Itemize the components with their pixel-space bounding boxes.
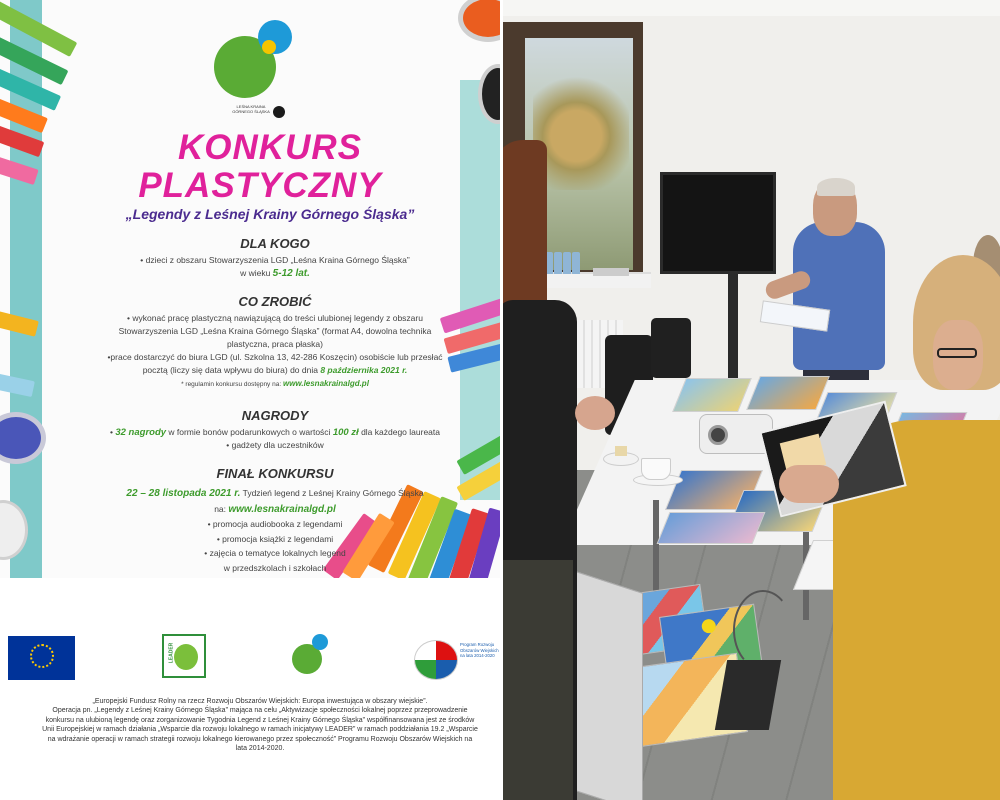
- footer-line2: Operacja pn. „Legendy z Leśnej Krainy Górnego Śląska” mająca na celu „Aktywizacje społeczności lokalnej poprzez przeprowadzenie: [52, 707, 468, 715]
- final-link[interactable]: www.lesnakrainalgd.pl: [228, 503, 336, 515]
- cake: [615, 446, 627, 456]
- dla-kogo-line2: [75, 267, 475, 280]
- poster-subtitle: „Legendy z Leśnej Krainy Górnego Śląska”: [125, 206, 415, 222]
- child-drawing: [746, 376, 830, 410]
- section-body-nagrody: [75, 426, 475, 452]
- window-tree: [533, 70, 629, 190]
- logo-yellow-circle: [262, 40, 276, 54]
- mini-logo-blue-circle: [312, 634, 328, 650]
- water-bottles: [545, 252, 579, 274]
- section-heading-co-zrobic: CO ZROBIĆ: [238, 294, 312, 309]
- section-heading-final: FINAŁ KONKURSU: [216, 466, 334, 481]
- dla-kogo-age-prefix: w wieku: [240, 268, 273, 278]
- regulamin-link[interactable]: www.lesnakrainalgd.pl: [282, 379, 369, 388]
- eu-flag-logo: [8, 636, 75, 680]
- photo-panel: [503, 0, 1000, 800]
- bottle: [572, 252, 580, 274]
- leader-text: LEADER: [168, 642, 175, 664]
- co-zrobic-line4: •prace dostarczyć do biura LGD (ul. Szkolna 13, 42-286 Koszęcin) osobiście lub przesłać: [107, 352, 443, 362]
- lgd-logo-small: [290, 634, 330, 684]
- footer-legal-text: [40, 697, 480, 753]
- coffee-cup: [641, 458, 671, 480]
- prow-flag-icon: [414, 640, 458, 680]
- child-drawing: [672, 378, 752, 412]
- final-on-prefix: na:: [214, 503, 229, 514]
- section-body-dla-kogo: [75, 254, 475, 280]
- nagrody-line2: • gadżety dla uczestników: [226, 440, 324, 450]
- final-line2: [75, 502, 475, 518]
- nagrody-bullet: •: [110, 427, 116, 437]
- footer-line5: na wdrażanie operacji w ramach strategii rozwoju lokalnego kierowanego przez społeczność” Programu Rozwoju Obszarów Wiejskich na: [47, 735, 473, 743]
- bottle: [554, 252, 562, 274]
- final-week: Tydzień legend z Leśnej Krainy Górnego Śląska: [240, 488, 424, 498]
- glasses-tray: [593, 268, 629, 276]
- co-zrobic-line1: • wykonać pracę plastyczną nawiązującą do treści ulubionej legendy z obszaru: [127, 313, 423, 323]
- black-chair: [651, 318, 691, 378]
- eu-stars-icon: [30, 644, 54, 668]
- poster-title-line2: PLASTYCZNY: [138, 166, 382, 205]
- final-item4: w przedszkolach i szkołach: [223, 562, 327, 573]
- sun-icon: [701, 618, 717, 634]
- tv-stand: [728, 274, 738, 386]
- ceiling: [503, 0, 1000, 16]
- man-blue-shirt: [793, 222, 885, 370]
- woman-left-hand: [575, 396, 615, 430]
- leader-leaf-icon: [174, 644, 198, 670]
- final-item3: • zajęcia o tematyce lokalnych legend: [204, 548, 346, 558]
- co-zrobic-deadline: 8 października 2021 r.: [320, 365, 408, 375]
- section-heading-nagrody: NAGRODY: [241, 408, 309, 423]
- paint-pot-orange: [458, 0, 500, 42]
- glasses-icon: [937, 348, 977, 358]
- final-dates: 22 – 28 listopada 2021 r.: [126, 488, 241, 499]
- final-item1: • promocja audiobooka z legendami: [207, 519, 343, 529]
- dla-kogo-age: 5-12 lat.: [272, 268, 310, 279]
- poster-footer: [0, 578, 500, 800]
- section-body-co-zrobic: [75, 312, 475, 391]
- co-zrobic-deadline-prefix: pocztą (liczy się data wpływu do biura) do dnia: [142, 365, 321, 375]
- dla-kogo-line1: • dzieci z obszaru Stowarzyszenia LGD „Leśna Kraina Górnego Śląska”: [140, 255, 410, 265]
- woman-yellow-hands: [779, 465, 839, 503]
- poster-art: [0, 0, 500, 578]
- nagrody-line1: [75, 426, 475, 439]
- final-line1: [75, 486, 475, 502]
- nagrody-value: 100 zł: [332, 427, 359, 438]
- cable: [733, 590, 793, 670]
- section-heading-dla-kogo: DLA KOGO: [240, 236, 310, 251]
- man-hair: [817, 178, 855, 196]
- bottle: [563, 252, 571, 274]
- nagrody-suffix: dla każdego laureata: [358, 427, 440, 437]
- final-item2: • promocja książki z legendami: [216, 533, 334, 544]
- co-zrobic-line2: Stowarzyszenia LGD „Leśna Kraina Górnego Śląska” (format A4, dowolna technika: [118, 326, 432, 336]
- co-zrobic-line3: plastyczna, praca płaska): [227, 339, 323, 349]
- lgd-logo: [210, 18, 300, 122]
- footer-line4: Unii Europejskiej w ramach działania „Wsparcie dla rozwoju lokalnego w ramach inicjatywy LEADER” w ramach poddziałania 19.2 „Wsparcie: [42, 726, 478, 734]
- leader-logo: [162, 634, 206, 678]
- logo-black-dot: [273, 106, 285, 118]
- prow-logo: [414, 636, 499, 682]
- projector-lens-icon: [708, 425, 728, 445]
- regulamin-prefix: * regulamin konkursu dostępny na:: [181, 381, 283, 388]
- tv-screen: [660, 172, 776, 274]
- section-body-final: [75, 486, 475, 575]
- child-drawing: [657, 512, 766, 544]
- footer-line6: lata 2014-2020.: [235, 745, 285, 753]
- woman-left-skirt: [503, 560, 573, 800]
- prow-text: Program Rozwoju Obszarów Wiejskich na lata 2014-2020: [460, 642, 499, 658]
- logo-text: LEŚNA KRAINA GÓRNEGO ŚLĄSKA: [232, 104, 270, 114]
- poster-title-line1: KONKURS: [178, 128, 362, 167]
- co-zrobic-note: [75, 377, 475, 391]
- footer-line3: konkursu na ulubioną legendę oraz zorganizowanie Tygodnia Legend z Leśnej Krainy Górnego Śląska” współfinansowana jest ze środków: [45, 716, 475, 724]
- nagrody-mid: w formie bonów podarunkowych o wartości: [166, 427, 333, 437]
- footer-line1: „Europejski Fundusz Rolny na rzecz Rozwoju Obszarów Wiejskich: Europa inwestująca w obszary wiejskie”.: [92, 698, 428, 705]
- nagrody-count: 32 nagrody: [115, 427, 167, 438]
- co-zrobic-line5: [75, 364, 475, 377]
